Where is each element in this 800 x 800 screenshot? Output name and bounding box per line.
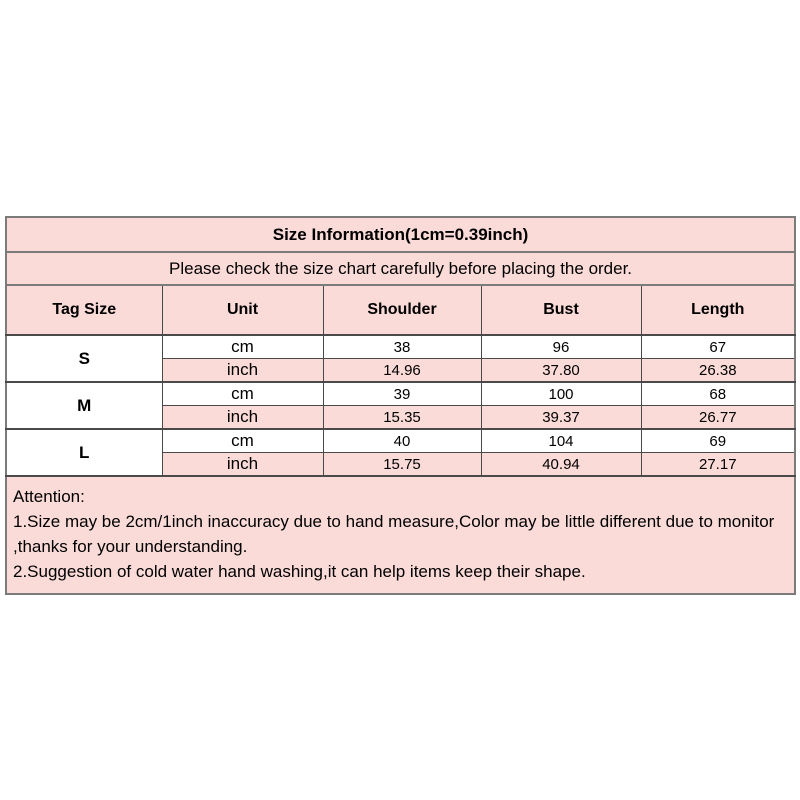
measurement-value: 27.17 <box>641 453 795 477</box>
attention-line-1: 1.Size may be 2cm/1inch inaccuracy due to hand measure,Color may be little different due to monitor <box>13 512 775 531</box>
measurement-value: 14.96 <box>323 359 481 383</box>
unit-label: inch <box>162 453 323 477</box>
attention-note <box>6 476 795 594</box>
measurement-value: 26.77 <box>641 406 795 430</box>
size-label-m: M <box>6 382 162 429</box>
unit-label: cm <box>162 335 323 359</box>
size-chart-table <box>5 216 796 595</box>
measurement-value: 15.75 <box>323 453 481 477</box>
column-header-bust: Bust <box>481 285 641 335</box>
table-row <box>6 382 795 406</box>
measurement-value: 37.80 <box>481 359 641 383</box>
subtitle-row <box>6 252 795 285</box>
unit-label: cm <box>162 429 323 453</box>
measurement-value: 67 <box>641 335 795 359</box>
measurement-value: 39.37 <box>481 406 641 430</box>
unit-label: inch <box>162 406 323 430</box>
size-chart <box>5 216 794 595</box>
column-header-tag-size: Tag Size <box>6 285 162 335</box>
attention-line-3: 2.Suggestion of cold water hand washing,it can help items keep their shape. <box>13 562 586 581</box>
attention-line-2: ,thanks for your understanding. <box>13 537 248 556</box>
unit-label: inch <box>162 359 323 383</box>
column-header-length: Length <box>641 285 795 335</box>
attention-heading: Attention: <box>13 487 85 506</box>
size-label-l: L <box>6 429 162 476</box>
measurement-value: 40 <box>323 429 481 453</box>
measurement-value: 68 <box>641 382 795 406</box>
attention-row <box>6 476 795 594</box>
measurement-value: 26.38 <box>641 359 795 383</box>
table-title: Size Information(1cm=0.39inch) <box>6 217 795 252</box>
measurement-value: 39 <box>323 382 481 406</box>
measurement-value: 38 <box>323 335 481 359</box>
column-header-unit: Unit <box>162 285 323 335</box>
table-subtitle: Please check the size chart carefully before placing the order. <box>6 252 795 285</box>
measurement-value: 96 <box>481 335 641 359</box>
table-row <box>6 429 795 453</box>
measurement-value: 15.35 <box>323 406 481 430</box>
title-row <box>6 217 795 252</box>
column-header-shoulder: Shoulder <box>323 285 481 335</box>
unit-label: cm <box>162 382 323 406</box>
size-label-s: S <box>6 335 162 382</box>
measurement-value: 40.94 <box>481 453 641 477</box>
measurement-value: 100 <box>481 382 641 406</box>
header-row <box>6 285 795 335</box>
measurement-value: 104 <box>481 429 641 453</box>
measurement-value: 69 <box>641 429 795 453</box>
table-row <box>6 335 795 359</box>
